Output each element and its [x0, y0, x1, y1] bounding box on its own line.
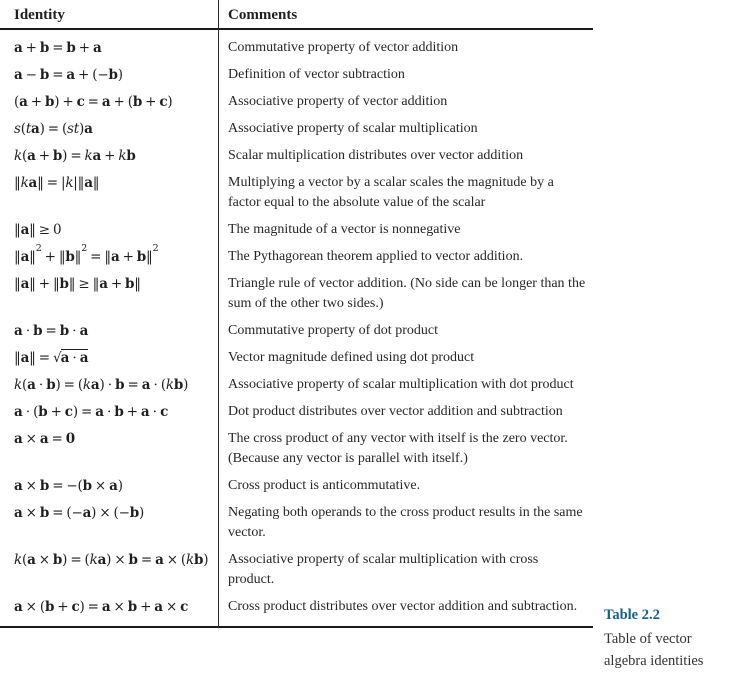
comment-text: Commutative property of dot product [228, 323, 438, 338]
table-row [0, 375, 593, 395]
identity-formula: ‖a‖ = √a ⋅ a [14, 350, 89, 366]
table-row [0, 321, 593, 341]
table-row [0, 92, 593, 112]
identity-formula: k(a ⋅ b) = (ka) ⋅ b = a ⋅ (kb) [14, 377, 189, 393]
comment-text: Cross product is anticommutative. [228, 478, 421, 493]
caption-text: Table of vector algebra identities [604, 631, 704, 669]
comment-text: Associative property of scalar multiplication with cross product. [228, 552, 539, 587]
identity-formula: a × b = −(b × a) [14, 478, 123, 494]
comment-text: Triangle rule of vector addition. (No side can be longer than the sum of the other two sides.) [228, 276, 586, 311]
identity-formula: a ⋅ (b + c) = a ⋅ b + a ⋅ c [14, 404, 169, 420]
identity-formula: k(a × b) = (ka) × b = a × (kb) [14, 552, 209, 568]
comment-text: The cross product of any vector with itself is the zero vector. (Because any vector is parallel with itself.) [228, 431, 568, 466]
table-row [0, 119, 593, 139]
table-row [0, 274, 593, 314]
identity-formula: ‖ka‖ = |k|‖a‖ [14, 175, 100, 191]
comment-text: Cross product distributes over vector addition and subtraction. [228, 599, 578, 614]
identity-formula: (a + b) + c = a + (b + c) [14, 94, 173, 110]
caption-label: Table 2.2 [604, 607, 660, 623]
table-row [0, 348, 593, 368]
identity-formula: ‖a‖ + ‖b‖ ≥ ‖a + b‖ [14, 276, 141, 292]
comment-text: Multiplying a vector by a scalar scales the magnitude by a factor equal to the absolute value of the scalar [228, 175, 554, 210]
identity-formula: a − b = a + (−b) [14, 67, 123, 83]
table-body [0, 30, 593, 628]
table-row [0, 402, 593, 422]
identity-formula: ‖a‖ ≥ 0 [14, 222, 62, 238]
comment-text: The Pythagorean theorem applied to vector addition. [228, 249, 524, 264]
identity-formula: a + b = b + a [14, 40, 102, 56]
comment-text: Associative property of vector addition [228, 94, 448, 109]
identity-formula: s(ta) = (st)a [14, 121, 93, 137]
table-row [0, 597, 593, 617]
comment-text: Vector magnitude defined using dot product [228, 350, 475, 365]
comment-text: The magnitude of a vector is nonnegative [228, 222, 461, 237]
comment-text: Dot product distributes over vector addition and subtraction [228, 404, 563, 419]
table-row [0, 146, 593, 166]
table-row [0, 173, 593, 213]
comment-text: Negating both operands to the cross product results in the same vector. [228, 505, 583, 540]
table-row [0, 220, 593, 240]
comment-text: Commutative property of vector addition [228, 40, 459, 55]
table-row [0, 503, 593, 543]
comment-text: Associative property of scalar multiplication with dot product [228, 377, 574, 392]
comment-text: Scalar multiplication distributes over vector addition [228, 148, 524, 163]
table-header-row [0, 0, 593, 30]
identity-formula: a × (b + c) = a × b + a × c [14, 599, 189, 615]
column-header-identity: Identity [14, 7, 65, 23]
comment-text: Definition of vector subtraction [228, 67, 405, 82]
table-row [0, 65, 593, 85]
column-header-comments: Comments [228, 7, 298, 23]
table-caption [604, 607, 731, 672]
identity-formula: a ⋅ b = b ⋅ a [14, 323, 89, 339]
identity-formula: k(a + b) = ka + kb [14, 148, 136, 164]
identity-formula: a × a = 0 [14, 431, 75, 447]
table-row [0, 429, 593, 469]
table-row [0, 242, 593, 267]
comment-text: Associative property of scalar multiplication [228, 121, 478, 136]
identity-formula: a × b = (−a) × (−b) [14, 505, 145, 521]
table-row [0, 550, 593, 590]
table-row [0, 476, 593, 496]
identity-formula: ‖a‖$^2$ + ‖b‖$^2$ = ‖a + b‖$^2$ [14, 242, 159, 265]
table-row [0, 38, 593, 58]
column-divider [218, 0, 219, 628]
